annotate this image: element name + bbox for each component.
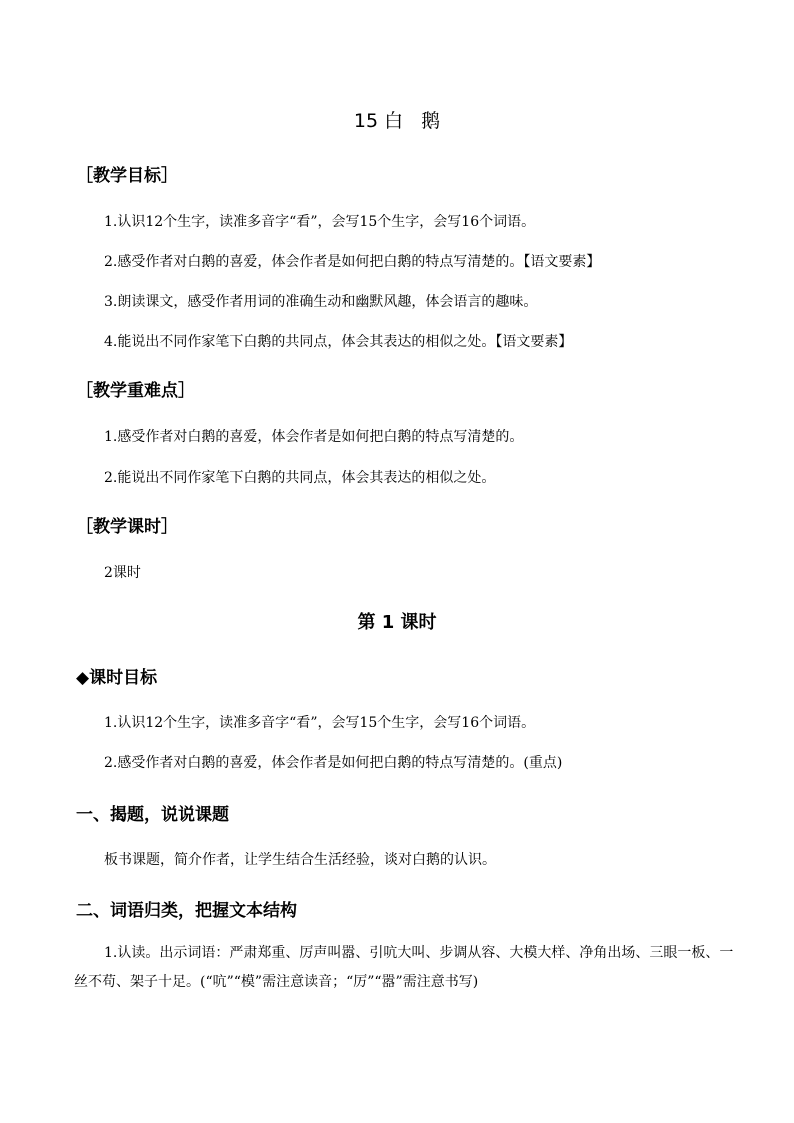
key-point-2: 2.能说出不同作家笔下白鹅的共同点，体会其表达的相似之处。 <box>104 470 496 486</box>
key-points-heading: ［教学重难点］ <box>76 381 195 401</box>
goal-item-4: 4.能说出不同作家笔下白鹅的共同点，体会其表达的相似之处。【语文要素】 <box>104 334 573 350</box>
lesson-goal-1: 1.认识12个生字，读准多音字“看”，会写15个生字，会写16个词语。 <box>104 715 536 731</box>
hours-text: 2课时 <box>104 565 141 581</box>
part2-text: 1.认读。出示词语：严肃郑重、厉声叫嚣、引吭大叫、步调从容、大模大样、净角出场、三眼一板、一丝不苟、架子十足。(“吭”“模”需注意读音；“厉”“嚣”需注意书写) <box>74 945 734 990</box>
document-title <box>0 106 794 133</box>
hours-heading: ［教学课时］ <box>76 517 178 537</box>
key-point-1: 1.感受作者对白鹅的喜爱，体会作者是如何把白鹅的特点写清楚的。 <box>104 429 524 445</box>
title-char-2: 鹅 <box>421 110 441 132</box>
lesson-title: 第 1 课时 <box>357 612 437 633</box>
part1-heading: 一、揭题，说说课题 <box>76 805 229 825</box>
lesson-goal-2: 2.感受作者对白鹅的喜爱，体会作者是如何把白鹅的特点写清楚的。(重点) <box>104 755 563 771</box>
title-number: 15 <box>353 110 379 132</box>
title-char-1: 白 <box>384 110 404 132</box>
goal-item-2: 2.感受作者对白鹅的喜爱，体会作者是如何把白鹅的特点写清楚的。【语文要素】 <box>104 254 601 270</box>
goal-item-3: 3.朗读课文，感受作者用词的准确生动和幽默风趣，体会语言的趣味。 <box>104 294 538 310</box>
goal-item-1: 1.认识12个生字，读准多音字“看”，会写15个生字，会写16个词语。 <box>104 214 536 230</box>
goals-heading: ［教学目标］ <box>76 166 178 186</box>
lesson-goal-heading: ◆课时目标 <box>76 668 158 688</box>
part1-text: 板书课题，简介作者，让学生结合生活经验，谈对白鹅的认识。 <box>104 852 496 868</box>
part2-heading: 二、词语归类，把握文本结构 <box>76 901 297 921</box>
